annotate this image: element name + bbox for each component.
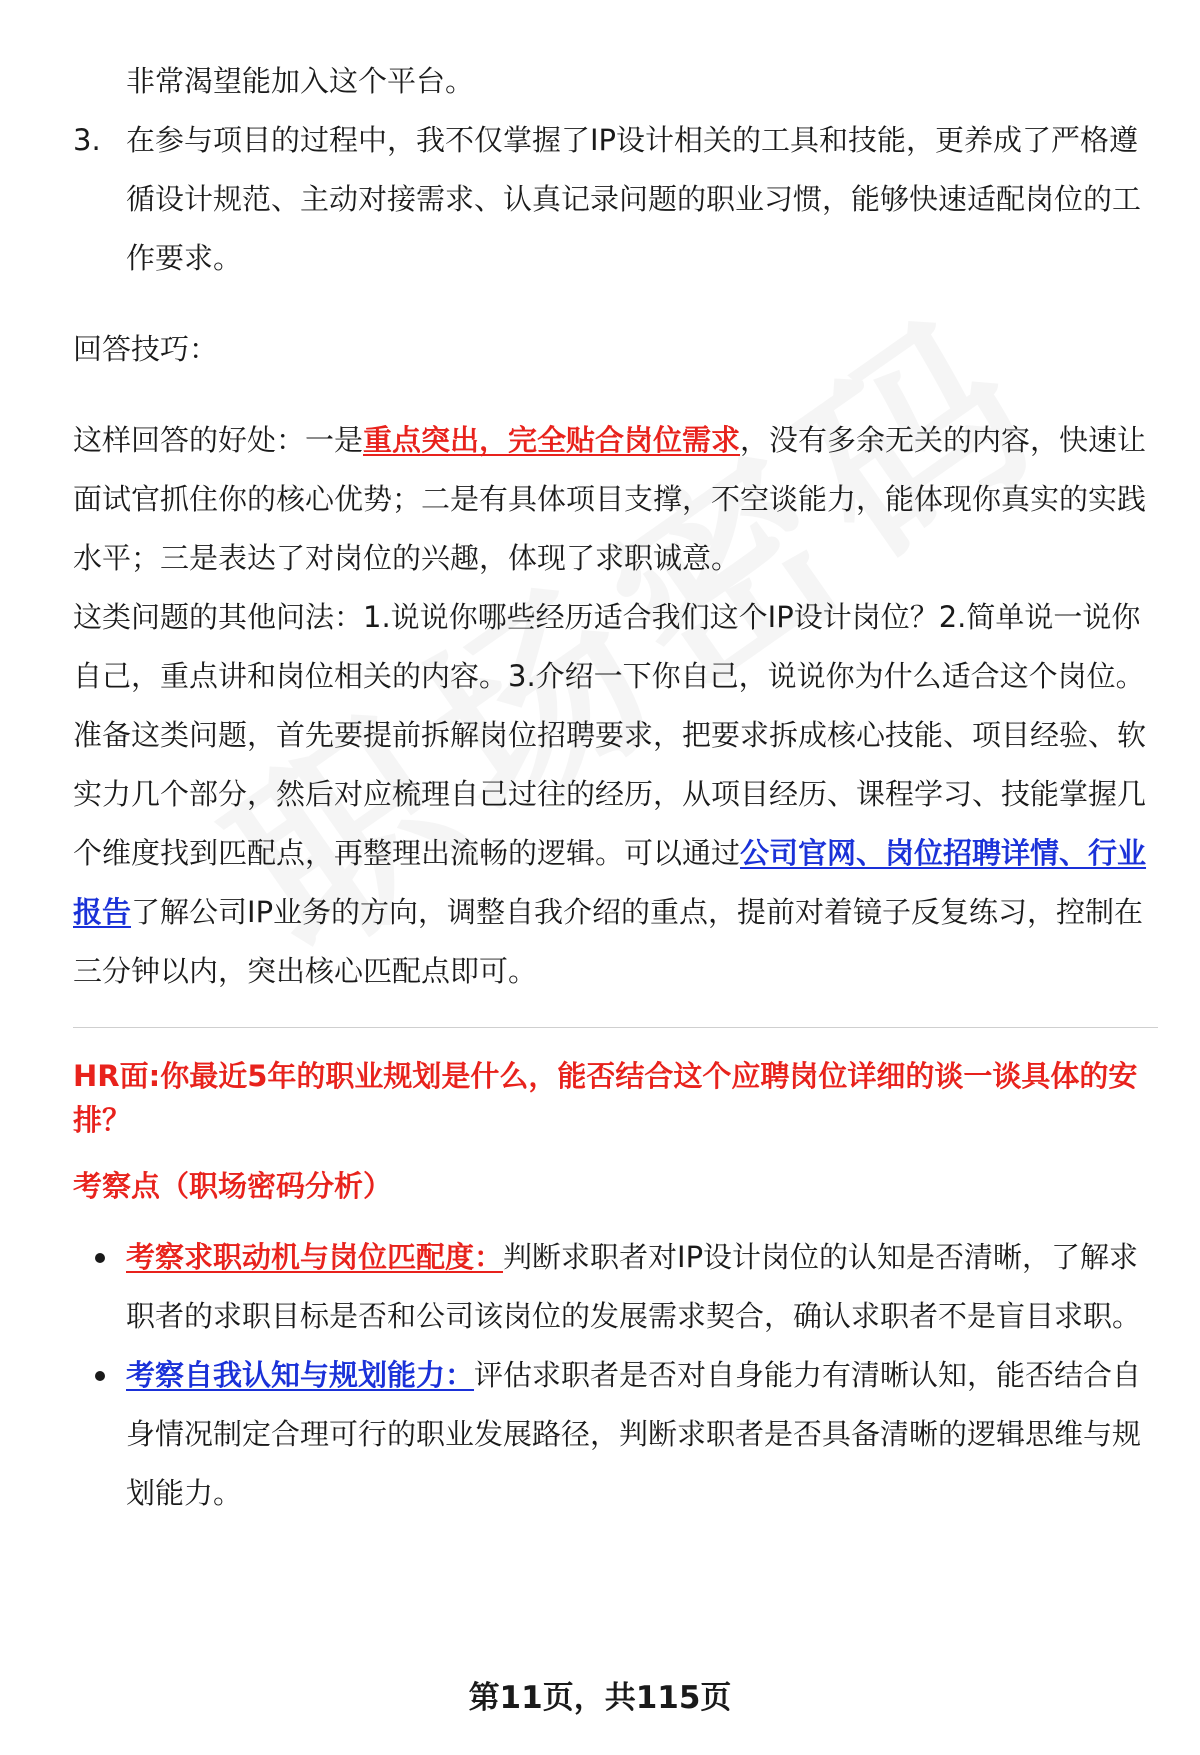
- points-heading: 考察点（职场密码分析）: [73, 1169, 393, 1203]
- bullet-icon: [73, 1346, 126, 1523]
- prepare-pre: 准备这类问题，首先要提前拆解岗位招聘要求，把要求拆成核心技能、项目经验、软实力几个部分，然后对应梳理自己过往的经历，从项目经历、课程学习、技能掌握几个维度找到匹配点，再整理出流畅的逻辑。可以通过: [73, 718, 1147, 870]
- section-divider: [73, 1027, 1158, 1028]
- bullet-item: [73, 1228, 1158, 1346]
- bullet-icon: [73, 1228, 126, 1346]
- benefits-post: ，没有多余无关的内容，快速让面试官抓住你的核心优势；二是有具体项目支撑，不空谈能力，能体现你真实的实践水平；三是表达了对岗位的兴趣，体现了求职诚意。: [73, 423, 1147, 575]
- prepare-highlight: 公司官网、岗位招聘详情、行业报告: [73, 836, 1147, 929]
- other-asks-paragraph: 这类问题的其他问法：1.说说你哪些经历适合我们这个IP设计岗位？2.简单说一说你自己，重点讲和岗位相关的内容。3.介绍一下你自己，说说你为什么适合这个岗位。: [73, 600, 1145, 693]
- prepare-post: 了解公司IP业务的方向，调整自我介绍的重点，提前对着镜子反复练习，控制在三分钟以内，突出核心匹配点即可。: [73, 895, 1144, 988]
- bullet-description: 评估求职者是否对自身能力有清晰认知，能否结合自身情况制定合理可行的职业发展路径，判断求职者是否具备清晰的逻辑思维与规划能力。: [126, 1358, 1142, 1510]
- bullet-text: [126, 1346, 1158, 1523]
- prepare-paragraph: [73, 706, 1158, 1001]
- bullet-label: 考察求职动机与岗位匹配度：: [126, 1240, 504, 1274]
- tips-label: 回答技巧：: [73, 332, 219, 366]
- list-item-3: [73, 111, 1158, 288]
- page-footer: 第11页，共115页: [468, 1680, 732, 1716]
- bullet-text: [126, 1228, 1158, 1346]
- bullet-description: 判断求职者对IP设计岗位的认知是否清晰，了解求职者的求职目标是否和公司该岗位的发展需求契合，确认求职者不是盲目求职。: [126, 1240, 1142, 1333]
- benefits-pre: 这样回答的好处：一是: [73, 423, 364, 457]
- page-content: [73, 52, 1158, 1523]
- bullet-label: 考察自我认知与规划能力：: [126, 1358, 475, 1392]
- list-item-text: 在参与项目的过程中，我不仅掌握了IP设计相关的工具和技能，更养成了严格遵循设计规范、主动对接需求、认真记录问题的职业习惯，能够快速适配岗位的工作要求。: [126, 123, 1142, 275]
- question-heading: HR面:你最近5年的职业规划是什么，能否结合这个应聘岗位详细的谈一谈具体的安排？: [73, 1059, 1138, 1137]
- benefits-paragraph: [73, 411, 1158, 588]
- bullet-item: [73, 1346, 1158, 1523]
- intro-tail-text: 非常渴望能加入这个平台。: [126, 64, 475, 98]
- list-number: 3.: [73, 123, 101, 157]
- benefits-highlight: 重点突出，完全贴合岗位需求: [363, 423, 741, 457]
